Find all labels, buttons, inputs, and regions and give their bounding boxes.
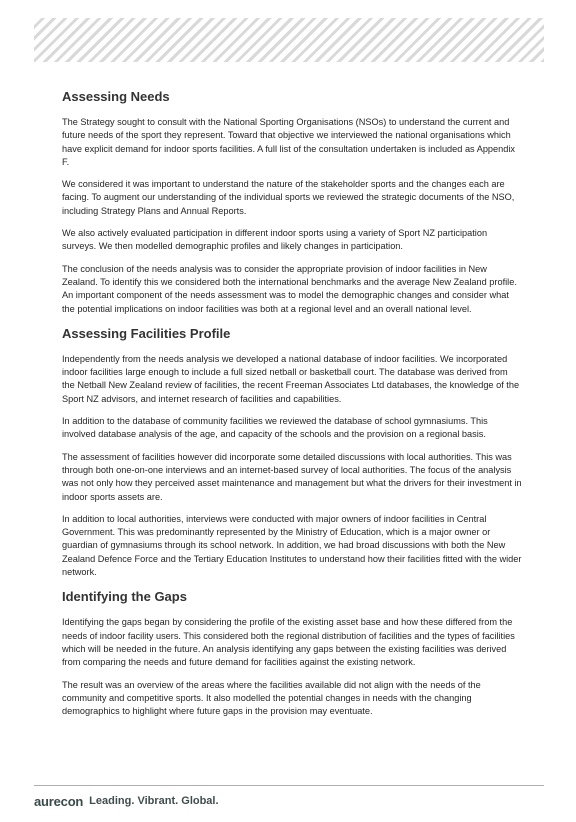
section-assessing-needs bbox=[62, 88, 522, 316]
paragraph: The Strategy sought to consult with the National Sporting Organisations (NSOs) to understand the current and future needs of the sport they represent. Toward that objective we interviewed the national organisations which have explicit demand for indoor sports facilities. A full list of the consultation undertaken is included as Appendix F. bbox=[62, 117, 516, 167]
paragraph: The conclusion of the needs analysis was to consider the appropriate provision of indoor facilities in New Zealand. To identify this we considered both the international benchmarks and the average New Zealand profile. An important component of the needs assessment was to model the demographic changes and consider what the potential implications on indoor facilities was both at a regional level and an overall national level. bbox=[62, 263, 517, 314]
aurecon-logo: aurecon bbox=[34, 793, 84, 809]
paragraph: In addition to local authorities, interviews were conducted with major owners of indoor facilities in Central Government. This was predominantly represented by the Ministry of Education, which is a major owner or guardian of gymnasiums through its school network. In addition, we had broad discussions with both the New Zealand Defence Force and the Tertiary Education Institutes to understand how their facilities fitted with the wider network. bbox=[62, 513, 522, 578]
paragraph: We considered it was important to understand the nature of the stakeholder sports and the changes each are facing. To augment our understanding of the individual sports we reviewed the strategic documents of the NSO, including Strategy Plans and Annual Reports. bbox=[62, 179, 515, 216]
footer-tagline: Leading. Vibrant. Global. bbox=[89, 795, 219, 807]
paragraph: The assessment of facilities however did incorporate some detailed discussions with local authorities. This was through both one-on-one interviews and an internet-based survey of local authorities. The focus of the analysis was not only how they perceived asset maintenance and management but what the drivers for their investment in indoor sports assets are. bbox=[62, 451, 522, 502]
paragraph: Independently from the needs analysis we developed a national database of indoor facilities. We incorporated indoor facilities large enough to include a full sized netball or basketball court. The database was derived from the Netball New Zealand review of facilities, the recent Freeman Associates Ltd databases, the knowledge of the Sport NZ advisors, and internet research of facilities and capabilities. bbox=[62, 353, 520, 404]
header-hatch-band bbox=[34, 18, 544, 62]
footer-divider bbox=[34, 785, 544, 786]
section-identifying-the-gaps bbox=[62, 588, 522, 718]
section-assessing-facilities-profile bbox=[62, 325, 522, 579]
document-body bbox=[62, 88, 522, 727]
section-heading: Assessing Needs bbox=[62, 89, 170, 104]
footer bbox=[34, 793, 219, 809]
paragraph: The result was an overview of the areas where the facilities available did not align with the needs of the community and competitive sports. It also modelled the potential changes in needs with the changing demographics to highlight where future gaps in the provision may eventuate. bbox=[62, 679, 481, 717]
section-heading: Identifying the Gaps bbox=[62, 589, 187, 605]
paragraph: In addition to the database of community facilities we reviewed the database of school gymnasiums. This involved database analysis of the age, and capacity of the schools and the provision on a regional basis. bbox=[62, 416, 488, 440]
section-heading: Assessing Facilities Profile bbox=[62, 325, 231, 341]
paragraph: Identifying the gaps began by considering the profile of the existing asset base and how these differed from the needs of indoor facility users. This considered both the regional distribution of facilities and the types of facilities which will be needed in the future. An analysis identifying any gaps between the existing facilities was derived from comparing the needs and future demand for facilities against the existing network. bbox=[62, 617, 515, 668]
paragraph: We also actively evaluated participation in different indoor sports using a variety of Sport NZ participation surveys. We then modelled demographic profiles and likely changes in participation. bbox=[62, 228, 488, 252]
